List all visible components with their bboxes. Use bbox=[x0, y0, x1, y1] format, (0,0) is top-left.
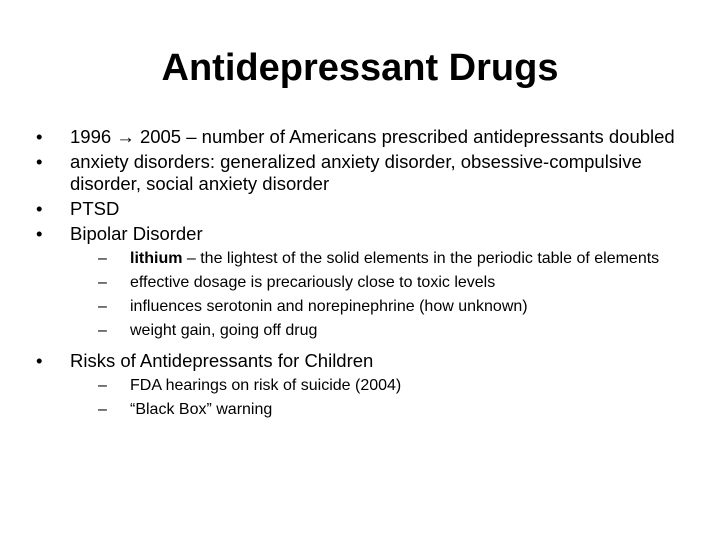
sub-text-effective-dosage: effective dosage is precariously close to toxic levels bbox=[130, 274, 496, 291]
sub-item-lithium bbox=[98, 249, 676, 269]
dash-icon: – bbox=[98, 274, 107, 291]
bullet-item-anxiety-disorders bbox=[36, 151, 676, 195]
bullet-item-ptsd bbox=[36, 198, 676, 220]
sub-text-weight-gain: weight gain, going off drug bbox=[130, 322, 318, 339]
bullet-text-americans-prescribed: 2005 – number of Americans prescribed antidepressants doubled bbox=[139, 126, 675, 147]
bullet-item-bipolar-disorder bbox=[36, 223, 676, 341]
sub-text-fda-hearings: FDA hearings on risk of suicide (2004) bbox=[130, 377, 402, 394]
bullet-icon: • bbox=[36, 151, 43, 172]
dash-icon: – bbox=[98, 250, 107, 267]
bullet-icon: • bbox=[36, 198, 43, 219]
bullet-text-year-start: 1996 bbox=[70, 126, 112, 147]
bullet-text-risks-children: Risks of Antidepressants for Children bbox=[70, 350, 374, 371]
sub-item-serotonin bbox=[98, 297, 676, 317]
sub-item-black-box bbox=[98, 400, 676, 420]
sub-item-weight-gain bbox=[98, 321, 676, 341]
dash-icon: – bbox=[98, 322, 107, 339]
dash-icon: – bbox=[98, 298, 107, 315]
risks-sub-list bbox=[70, 376, 676, 420]
bullet-text-anxiety-disorders: anxiety disorders: generalized anxiety disorder, obsessive-compulsive disorder, social anxiety disorder bbox=[70, 151, 642, 194]
bullet-text-ptsd: PTSD bbox=[70, 198, 120, 219]
bullet-text-bipolar-disorder: Bipolar Disorder bbox=[70, 223, 203, 244]
bullet-icon: • bbox=[36, 223, 43, 244]
bullet-icon: • bbox=[36, 126, 43, 147]
sub-item-effective-dosage bbox=[98, 273, 676, 293]
sub-text-lithium-bold: lithium bbox=[130, 250, 183, 267]
bullet-list bbox=[36, 126, 676, 424]
sub-text-lithium: – the lightest of the solid elements in the periodic table of elements bbox=[182, 250, 660, 267]
dash-icon: – bbox=[98, 377, 107, 394]
dash-icon: – bbox=[98, 401, 107, 418]
right-arrow-icon: → bbox=[116, 126, 135, 147]
bullet-item-risks-children bbox=[36, 350, 676, 420]
bipolar-sub-list bbox=[70, 249, 676, 341]
sub-item-fda-hearings bbox=[98, 376, 676, 396]
sub-text-black-box: “Black Box” warning bbox=[130, 401, 273, 418]
slide-title: Antidepressant Drugs bbox=[161, 47, 559, 89]
bullet-icon: • bbox=[36, 350, 43, 371]
sub-text-serotonin: influences serotonin and norepinephrine (how unknown) bbox=[130, 298, 528, 315]
bullet-item-americans-prescribed bbox=[36, 126, 676, 148]
